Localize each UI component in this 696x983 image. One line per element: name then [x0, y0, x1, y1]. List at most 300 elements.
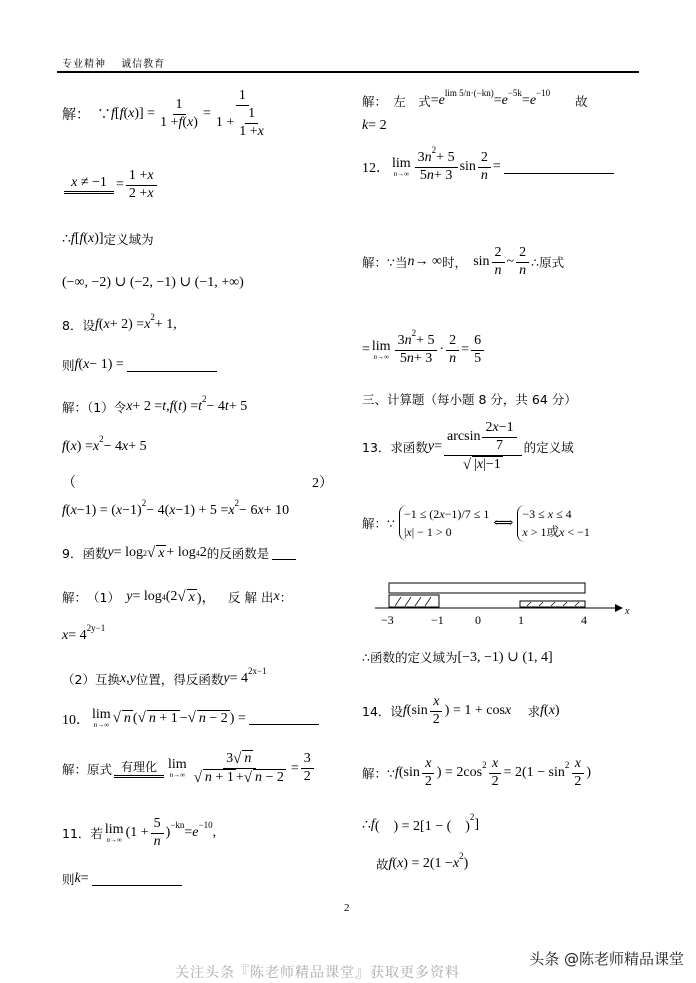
math-text: + 1	[155, 711, 178, 726]
solution-12-line-1	[362, 245, 564, 280]
math-variable: f	[119, 106, 124, 122]
math-variable: x	[147, 185, 154, 201]
chinese-text: 解：（1）令	[62, 400, 127, 415]
math-text: 12．	[362, 161, 390, 177]
math-variable: x	[115, 503, 123, 518]
denominator	[478, 168, 491, 185]
chinese-text: 13．求函数	[362, 439, 428, 455]
math-text: (	[544, 703, 549, 719]
tick-label: 1	[518, 613, 524, 627]
radical-sign-icon: √	[233, 751, 242, 767]
math-text: = log	[132, 589, 162, 604]
solution-13-result	[362, 648, 553, 666]
math-text: 10．	[62, 712, 90, 728]
math-text: + 1,	[154, 317, 177, 332]
math-text: + 3	[433, 167, 453, 183]
axis-arrow-icon	[615, 604, 623, 612]
limit	[392, 157, 411, 178]
denominator	[397, 351, 435, 368]
solution-9-step-1	[62, 587, 292, 607]
math-variable: x	[433, 694, 440, 709]
math-text: =	[521, 93, 530, 108]
math-text: +	[235, 769, 244, 785]
chinese-text: 则	[62, 358, 75, 373]
superscript: 2	[459, 851, 464, 861]
axis-label: x	[625, 606, 630, 617]
subscript: 4	[195, 548, 200, 558]
square-root	[242, 750, 253, 768]
math-variable: x	[273, 589, 280, 604]
math-variable: x	[128, 106, 135, 122]
math-text: = 2(1 − sin	[503, 765, 565, 781]
radical-sign-icon: √	[187, 710, 196, 726]
math-variable: t	[198, 399, 203, 414]
math-text: 2	[574, 773, 582, 789]
math-text: ,	[126, 671, 130, 686]
radical-sign-icon: √	[146, 544, 156, 561]
chinese-text: 或	[546, 524, 560, 539]
math-variable: f	[74, 357, 79, 372]
limit-subscript: n→∞	[169, 771, 186, 779]
math-text: [	[114, 106, 120, 122]
math-text: (	[182, 114, 188, 130]
solution-7-domain	[62, 274, 244, 291]
square-root	[147, 710, 180, 727]
solution-12-line-2	[362, 328, 486, 368]
math-text: = 2	[368, 118, 387, 133]
math-text: )，	[196, 591, 216, 606]
math-text: 7	[496, 437, 504, 453]
math-text: − 4	[103, 439, 122, 454]
fraction	[236, 106, 267, 141]
math-variable: n	[406, 350, 414, 366]
math-text: ·	[439, 342, 445, 358]
answer-blank	[272, 547, 296, 560]
numerator	[516, 245, 529, 263]
math-text: ) =	[229, 710, 246, 726]
math-text: 5	[474, 350, 482, 366]
math-variable: x	[452, 856, 460, 871]
math-variable: f	[178, 114, 183, 130]
math-text: [	[74, 231, 80, 246]
math-text: 2	[491, 773, 499, 789]
math-variable: x	[70, 503, 77, 518]
numerator	[245, 106, 258, 124]
math-text: ,	[212, 825, 217, 841]
math-text: =	[362, 342, 370, 358]
math-text: → ∞	[414, 254, 442, 270]
math-text: (	[83, 231, 89, 246]
numerator	[471, 333, 484, 351]
solution-13-system	[362, 505, 594, 542]
denominator	[571, 774, 584, 791]
fraction	[415, 145, 458, 185]
system-row	[404, 523, 489, 541]
question-8	[62, 312, 177, 334]
section-3-title	[362, 390, 577, 408]
math-text: (	[78, 357, 84, 372]
denominator	[157, 115, 201, 132]
subscript: 4	[161, 592, 166, 602]
solution-7-line-1	[62, 88, 274, 140]
fraction	[191, 750, 289, 787]
math-text: (	[65, 503, 71, 518]
math-variable: x	[71, 174, 78, 190]
math-text: 1	[175, 96, 183, 112]
answer-blank	[92, 873, 182, 886]
chinese-text: 的反函数是	[206, 546, 270, 561]
numerator	[422, 756, 434, 774]
denominator	[213, 106, 272, 141]
radical-sign-icon: √	[137, 710, 146, 726]
chinese-text: 故	[550, 94, 588, 109]
answer-blank	[127, 359, 217, 372]
math-variable: e	[529, 93, 537, 108]
math-text: (	[132, 710, 138, 726]
math-variable: x	[62, 628, 69, 643]
fraction	[489, 756, 502, 791]
fraction	[444, 420, 522, 474]
math-text: − 2	[205, 711, 228, 726]
math-text: (	[123, 106, 129, 122]
question-9	[62, 544, 296, 562]
numerator	[236, 88, 249, 106]
math-text: =	[202, 106, 211, 122]
math-text: 3	[397, 333, 405, 348]
superscript: 2x−1	[248, 666, 267, 676]
math-text: 2 +	[128, 185, 148, 201]
system-row	[522, 523, 590, 542]
math-variable: f	[394, 765, 399, 781]
math-variable: y	[223, 671, 230, 686]
chinese-text: 解：∵	[362, 766, 395, 782]
math-variable: x	[121, 439, 129, 454]
superscript: 2	[141, 498, 147, 508]
math-text: )] =	[134, 106, 156, 122]
interval-shaded-left	[389, 595, 439, 607]
tick-label: −1	[431, 613, 444, 627]
solution-14-result	[376, 851, 469, 873]
fraction	[492, 245, 505, 280]
math-text: ,	[166, 399, 170, 414]
math-text: + 5	[228, 399, 248, 414]
math-variable: x	[119, 671, 127, 686]
math-variable: x	[126, 399, 133, 414]
fraction	[395, 328, 438, 368]
numerator	[478, 150, 491, 168]
math-variable: n	[198, 711, 206, 726]
chinese-text: 11．若	[62, 826, 103, 842]
limit-label: lim	[104, 821, 124, 837]
math-text: 2	[303, 769, 311, 784]
math-variable: n	[204, 770, 212, 786]
math-text: < −1	[564, 525, 590, 539]
math-text: ~	[506, 254, 515, 270]
chinese-text: 解：∵	[362, 516, 395, 532]
math-text: + log	[166, 545, 196, 560]
math-text: 1 +	[128, 168, 148, 183]
numerator	[444, 420, 522, 456]
math-text: 2	[480, 150, 488, 165]
denominator	[422, 774, 435, 791]
math-variable: x	[188, 589, 195, 605]
denominator	[516, 263, 529, 280]
math-text: )	[586, 765, 592, 781]
question-14	[362, 694, 560, 729]
math-variable: n	[254, 770, 262, 786]
superscript: 2	[431, 145, 437, 155]
question-13	[362, 420, 574, 474]
math-variable: x	[158, 545, 165, 561]
math-variable: x	[439, 507, 445, 522]
math-text: 1 +	[239, 123, 258, 139]
math-variable: x	[492, 420, 499, 435]
math-variable: x	[397, 856, 404, 871]
math-variable: x	[504, 703, 512, 719]
math-text: ]	[474, 817, 480, 832]
math-text: 2	[449, 333, 457, 348]
math-variable: e	[501, 93, 508, 108]
chinese-text: 的定义域	[523, 439, 574, 455]
math-text: = 4	[229, 671, 249, 686]
fraction	[126, 168, 157, 203]
math-text: ) =	[76, 439, 93, 454]
math-variable: x	[92, 439, 100, 454]
limit-subscript: n→∞	[373, 352, 389, 361]
math-text: (	[173, 399, 179, 414]
math-text: 2	[519, 245, 527, 260]
math-text: |	[403, 525, 407, 540]
fraction	[151, 816, 164, 851]
chinese-text: 位置，得反函数	[135, 672, 224, 687]
math-text: ∴	[362, 817, 371, 833]
fraction	[157, 97, 201, 132]
math-text: ( ) = 2[1 − ( )	[374, 819, 470, 834]
math-text: + 5	[436, 150, 455, 165]
fraction	[430, 694, 443, 729]
math-variable: x	[228, 503, 235, 518]
question-8-blank	[62, 356, 217, 374]
numerator	[395, 328, 438, 351]
chinese-text: 定义域为	[103, 232, 154, 247]
math-text: (1 +	[125, 825, 149, 841]
math-variable: x	[144, 317, 151, 332]
superscript: −10	[198, 820, 213, 831]
radical-sign-icon: √	[462, 456, 472, 473]
limit	[168, 758, 187, 779]
superscript: 2	[411, 328, 417, 338]
math-text: 1 +	[160, 114, 179, 130]
math-variable: x	[406, 525, 412, 540]
numerator	[173, 97, 186, 115]
solution-14-line-2	[362, 812, 480, 835]
chinese-text: 解： 左 式	[362, 94, 431, 109]
chinese-text: 反 解 出	[215, 590, 274, 605]
math-text: sin	[473, 254, 490, 270]
math-variable: x	[548, 703, 555, 719]
math-variable: n	[123, 711, 131, 726]
math-text: )	[165, 825, 171, 841]
chinese-text: 时，	[441, 255, 474, 271]
math-text: ⟺	[493, 515, 514, 531]
math-text: =	[434, 438, 443, 454]
math-text: 5	[399, 350, 407, 366]
math-text: (	[392, 856, 398, 871]
math-variable: x	[103, 317, 110, 332]
math-variable: n	[449, 350, 457, 366]
double-bar	[64, 191, 114, 196]
limit-subscript: n→∞	[106, 835, 122, 844]
math-text: =	[492, 159, 501, 175]
math-text: −1) + 5 =	[175, 503, 229, 518]
math-text: (sin	[398, 765, 420, 781]
superscript: 2	[202, 394, 207, 404]
math-text: + 5	[128, 439, 147, 454]
tick-label: 4	[581, 613, 587, 627]
watermark-brand: 头条 @陈老师精品课堂	[529, 950, 684, 968]
math-text: |	[474, 456, 477, 472]
math-text: =	[80, 871, 89, 886]
radical-sign-icon: √	[193, 770, 202, 786]
math-text: (−∞, −2) ∪ (−2, −1) ∪ (−1, +∞)	[62, 275, 244, 290]
system-row	[404, 505, 489, 523]
limit-label: lim	[392, 155, 411, 171]
math-variable: f	[79, 231, 84, 246]
math-variable: n	[426, 167, 434, 183]
math-text: 6	[474, 333, 482, 348]
equation-system	[399, 505, 489, 541]
math-text: ) = 2(1 −	[403, 856, 453, 871]
math-variable: x	[559, 525, 565, 539]
math-text: (sin	[406, 703, 428, 719]
chinese-text: 9．函数	[62, 546, 108, 561]
denominator	[489, 774, 502, 791]
math-text: (	[65, 439, 71, 454]
answer-blank	[504, 161, 614, 174]
numerator	[446, 333, 459, 351]
solution-9-step-2	[62, 666, 267, 688]
math-variable: f	[70, 231, 75, 246]
fraction	[478, 150, 491, 185]
denominator	[446, 351, 459, 368]
denominator	[301, 769, 314, 786]
math-variable: n	[494, 262, 502, 278]
math-text: ≤ 4	[553, 507, 572, 521]
denominator	[492, 263, 505, 280]
math-text: + 10	[263, 503, 290, 518]
square-root	[187, 589, 197, 606]
chinese-text: ∴原式	[531, 255, 565, 271]
math-text: − 1) =	[89, 357, 124, 372]
denominator	[493, 438, 506, 455]
solution-8-step-2-open	[62, 472, 76, 492]
math-text: > 1	[527, 525, 547, 539]
radical-sign-icon: √	[177, 588, 186, 605]
chinese-text: ：	[279, 590, 293, 605]
radical-sign-icon: √	[243, 770, 252, 786]
limit	[92, 708, 111, 729]
math-text: − 2	[261, 770, 284, 786]
square-root	[122, 710, 133, 727]
numerator	[126, 168, 157, 186]
math-variable: f	[169, 399, 174, 414]
math-text: (	[98, 317, 104, 332]
superscript: 2	[234, 498, 240, 508]
system-row	[522, 505, 590, 523]
math-text: 2	[485, 420, 493, 435]
chinese-text: 三、计算题（每小题 8 分，共 64 分）	[362, 392, 577, 407]
superscript: 2y−1	[86, 623, 106, 633]
math-text: −1)	[122, 503, 142, 518]
double-bar	[114, 775, 164, 780]
fraction	[571, 756, 584, 791]
solution-7-line-2	[62, 168, 159, 203]
math-variable: x	[83, 357, 90, 372]
math-variable: x	[574, 756, 581, 771]
square-root	[253, 769, 286, 787]
chinese-text: 求	[511, 704, 541, 720]
math-variable: n	[244, 751, 252, 767]
superscript: 2	[469, 812, 475, 822]
math-text: ) =	[182, 399, 199, 414]
math-text: )	[463, 856, 469, 871]
math-text: )	[554, 703, 560, 719]
solution-9-x	[62, 623, 106, 644]
subscript: 2	[142, 548, 147, 558]
radical-sign-icon: √	[112, 710, 121, 726]
chinese-text: 解：∵当	[362, 255, 408, 271]
chinese-text: （2）互换	[62, 672, 120, 687]
superscript: lim 5/n·(−kn)	[444, 88, 494, 98]
math-text: + 2 =	[132, 399, 163, 414]
denominator	[126, 186, 157, 203]
math-variable: f	[370, 817, 375, 832]
square-root	[197, 710, 230, 727]
math-text: 2	[494, 245, 502, 260]
question-11	[62, 816, 216, 851]
superscript: 2	[564, 760, 570, 771]
question-12	[362, 145, 614, 185]
math-text: + 5	[416, 333, 435, 348]
numerator	[492, 245, 505, 263]
denominator	[417, 168, 455, 185]
math-text: )]	[94, 231, 104, 246]
math-variable: t	[224, 399, 229, 414]
denominator	[191, 769, 289, 787]
math-variable: n	[404, 333, 412, 348]
math-text: + 2) =	[109, 317, 145, 332]
condition-label: 有理化	[121, 759, 158, 774]
denominator	[236, 124, 267, 141]
limit-label: lim	[371, 338, 391, 354]
fraction	[471, 333, 484, 368]
numerator	[151, 816, 164, 834]
limit	[372, 340, 391, 361]
fraction	[482, 420, 516, 455]
solution-10	[62, 750, 316, 787]
equals-with-condition	[114, 758, 164, 780]
number-line-diagram	[375, 578, 635, 630]
limit	[105, 823, 124, 844]
math-variable: x	[476, 456, 484, 472]
superscript: −10	[536, 88, 551, 98]
math-text: − 6	[239, 503, 258, 518]
fraction	[213, 88, 272, 140]
math-text: 1 +	[215, 114, 235, 130]
square-root	[156, 545, 166, 562]
math-text: 1	[238, 88, 246, 103]
math-text: =	[116, 177, 124, 193]
